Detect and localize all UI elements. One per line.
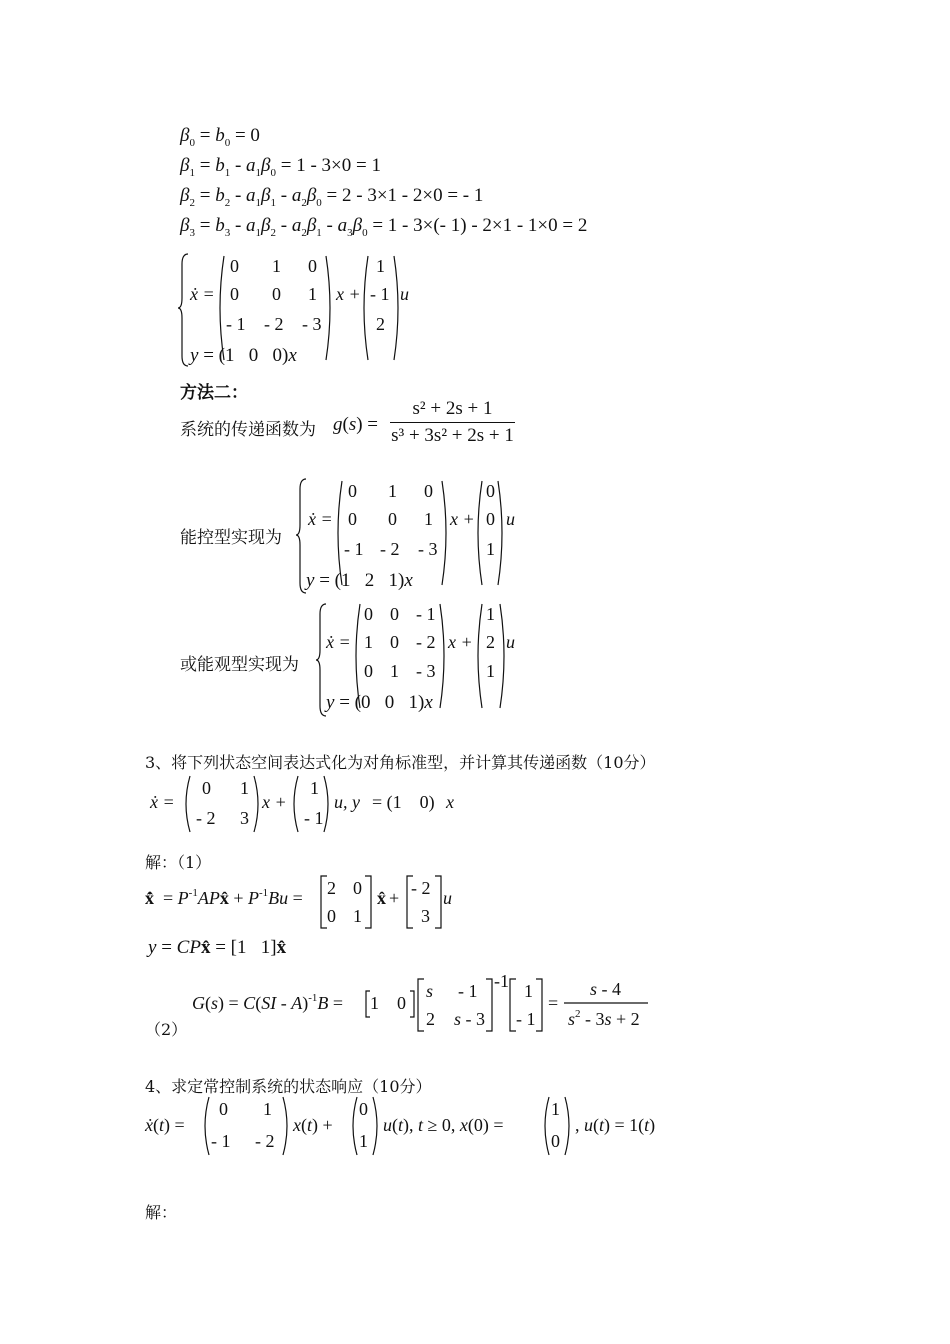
- svg-text:1: 1: [486, 604, 495, 624]
- svg-text:u: u: [506, 632, 515, 652]
- svg-text:1: 1: [364, 632, 373, 652]
- svg-text:ẋ =: ẋ =: [326, 632, 351, 652]
- svg-text:u: u: [400, 284, 409, 304]
- svg-text:1: 1: [486, 539, 495, 559]
- svg-text:- 2: - 2: [380, 539, 400, 559]
- svg-text:1: 1: [240, 778, 249, 798]
- svg-text:0: 0: [486, 509, 495, 529]
- svg-text:0: 0: [308, 256, 317, 276]
- svg-text:- 1: - 1: [226, 314, 246, 334]
- svg-text:- 3: - 3: [418, 539, 438, 559]
- q3-output-diag: y = CPx̂ = [1 1]x̂: [148, 937, 287, 958]
- svg-text:1: 1: [486, 661, 495, 681]
- svg-text:0: 0: [364, 661, 373, 681]
- svg-text:x(t) +: x(t) +: [293, 1115, 333, 1135]
- svg-text:0: 0: [348, 481, 357, 501]
- svg-text:x̂: x̂: [377, 888, 386, 908]
- tf-fraction: [390, 398, 515, 447]
- method2-heading: 方法二：: [180, 383, 248, 403]
- svg-text:0: 0: [202, 778, 211, 798]
- controllable-output-eq: y = (1 2 1)x: [306, 570, 413, 591]
- svg-text:0: 0: [390, 632, 399, 652]
- svg-text:x +: x +: [448, 632, 473, 652]
- svg-text:1: 1: [376, 256, 385, 276]
- svg-text:1: 1: [424, 509, 433, 529]
- svg-text:1: 1: [359, 1131, 368, 1151]
- svg-text:-1: -1: [494, 971, 509, 991]
- svg-text:2: 2: [327, 878, 336, 898]
- svg-text:- 2: - 2: [264, 314, 284, 334]
- m1-A-0-0: 0: [230, 256, 239, 276]
- svg-text:, u(t) = 1(t): , u(t) = 1(t): [575, 1115, 656, 1135]
- svg-text:= (1 0): = (1 0): [372, 792, 435, 812]
- svg-text:s - 3: s - 3: [454, 1009, 486, 1029]
- svg-text:1: 1: [308, 284, 317, 304]
- svg-text:ẋ =: ẋ =: [308, 509, 333, 529]
- q3-diagonal-form: [145, 870, 485, 934]
- q3-part2-label: （2）: [145, 1020, 188, 1039]
- beta-line-0: $\beta_0 = b_0 = 0$: [180, 125, 260, 149]
- svg-text:- 1: - 1: [416, 604, 436, 624]
- tf-numerator: s² + 2s + 1: [390, 398, 515, 423]
- svg-text:- 1: - 1: [370, 284, 390, 304]
- svg-text:0: 0: [390, 604, 399, 624]
- svg-text:- 3: - 3: [302, 314, 322, 334]
- svg-text:s: s: [426, 981, 434, 1001]
- svg-text:0: 0: [272, 284, 281, 304]
- svg-text:s - 4: s - 4: [590, 979, 622, 999]
- beta-line-2: $\beta_2 = b_2 - a_1\beta_1 - a_2\beta_0 = 2 - 3\times 1 - 2\times 0$ = - 1: [180, 185, 484, 209]
- svg-text:- 2: - 2: [411, 878, 431, 898]
- svg-text:- 2: - 2: [255, 1131, 275, 1151]
- svg-text:ẋ =: ẋ =: [190, 284, 215, 304]
- svg-text:ẋ =: ẋ =: [150, 792, 175, 812]
- tf-lhs: g(s) =: [333, 414, 379, 435]
- svg-text:x +: x +: [336, 284, 361, 304]
- q3-system: [150, 772, 490, 836]
- svg-text:- 1: - 1: [344, 539, 364, 559]
- svg-text:- 1: - 1: [516, 1009, 536, 1029]
- svg-text:3: 3: [240, 808, 249, 828]
- q4-answer-label: 解：: [145, 1203, 178, 1222]
- svg-text:G(s) = C(SI - A)-1B =: G(s) = C(SI - A)$^{-1}$B =: [192, 992, 344, 1013]
- svg-text:0: 0: [230, 284, 239, 304]
- svg-text:x: x: [446, 792, 454, 812]
- svg-text:1 0: 1 0: [370, 993, 406, 1013]
- svg-text:1: 1: [310, 778, 319, 798]
- svg-text:3: 3: [421, 906, 430, 926]
- svg-text:0: 0: [348, 509, 357, 529]
- svg-text:0: 0: [359, 1099, 368, 1119]
- svg-text:2: 2: [426, 1009, 435, 1029]
- svg-text:u: u: [506, 509, 515, 529]
- svg-text:1: 1: [272, 256, 281, 276]
- svg-text:2: 2: [376, 314, 385, 334]
- svg-text:= P-1APx̂ + P-1Bu =: = $P^{-1}APx̂ + P^{-1}Bu$ =: [163, 887, 303, 908]
- q3-title: 3、将下列状态空间表达式化为对角标准型，并计算其传递函数（10分）: [145, 753, 656, 772]
- q4-system: [145, 1093, 705, 1159]
- svg-text:u(t), t ≥ 0, x(0) =: u(t), t ≥ 0, x(0) =: [383, 1115, 504, 1135]
- svg-text:=: =: [548, 993, 559, 1013]
- tf-label: 系统的传递函数为: [180, 420, 316, 440]
- method1-output-eq: y = (1 0 0)x: [190, 345, 297, 366]
- svg-text:1: 1: [390, 661, 399, 681]
- q3-transfer-function: [192, 971, 662, 1035]
- svg-text:x +: x +: [262, 792, 287, 812]
- svg-text:- 1: - 1: [458, 981, 478, 1001]
- svg-text:- 1: - 1: [211, 1131, 231, 1151]
- svg-text:1: 1: [524, 981, 533, 1001]
- svg-text:0: 0: [424, 481, 433, 501]
- svg-text:1: 1: [353, 906, 362, 926]
- svg-text:0: 0: [551, 1131, 560, 1151]
- q3-answer-label: 解：（1）: [145, 853, 212, 872]
- svg-text:- 1: - 1: [304, 808, 324, 828]
- svg-text:0: 0: [486, 481, 495, 501]
- svg-text:- 2: - 2: [416, 632, 436, 652]
- beta-line-3: $\beta_3 = b_3 - a_1\beta_2 - a_2\beta_1 - a_3\beta_0 = 1 - 3\times(-$ 1) - 2×1 - 1×0 = 2: [180, 215, 588, 239]
- tf-denominator: s³ + 3s² + 2s + 1: [391, 425, 514, 446]
- svg-text:- 3: - 3: [416, 661, 436, 681]
- svg-text:0: 0: [327, 906, 336, 926]
- beta-line-1: $\beta_1 = b_1 - a_1\beta_0 = 1 - 3\times 0 = 1$: [180, 155, 381, 179]
- svg-text:0: 0: [353, 878, 362, 898]
- svg-text:2: 2: [486, 632, 495, 652]
- svg-text:+: +: [389, 888, 400, 908]
- svg-text:1: 1: [263, 1099, 272, 1119]
- svg-text:s2 - 3s + 2: $s^2 - 3s + 2$: [568, 1008, 640, 1029]
- svg-text:1: 1: [551, 1099, 560, 1119]
- svg-text:ẋ(t) =: ẋ(t) =: [145, 1115, 185, 1135]
- svg-text:x̂̇: x̂̇: [145, 888, 154, 908]
- svg-text:u, y: u, y: [334, 792, 360, 812]
- svg-text:0: 0: [219, 1099, 228, 1119]
- svg-text:x +: x +: [450, 509, 475, 529]
- observable-label: 或能观型实现为: [180, 655, 299, 675]
- observable-output-eq: y = (0 0 1)x: [326, 692, 433, 713]
- svg-text:0: 0: [364, 604, 373, 624]
- svg-text:u: u: [443, 888, 452, 908]
- svg-text:1: 1: [388, 481, 397, 501]
- svg-text:- 2: - 2: [196, 808, 216, 828]
- svg-text:0: 0: [388, 509, 397, 529]
- q4-title: 4、求定常控制系统的状态响应（10分）: [145, 1077, 432, 1096]
- controllable-label: 能控型实现为: [180, 528, 282, 548]
